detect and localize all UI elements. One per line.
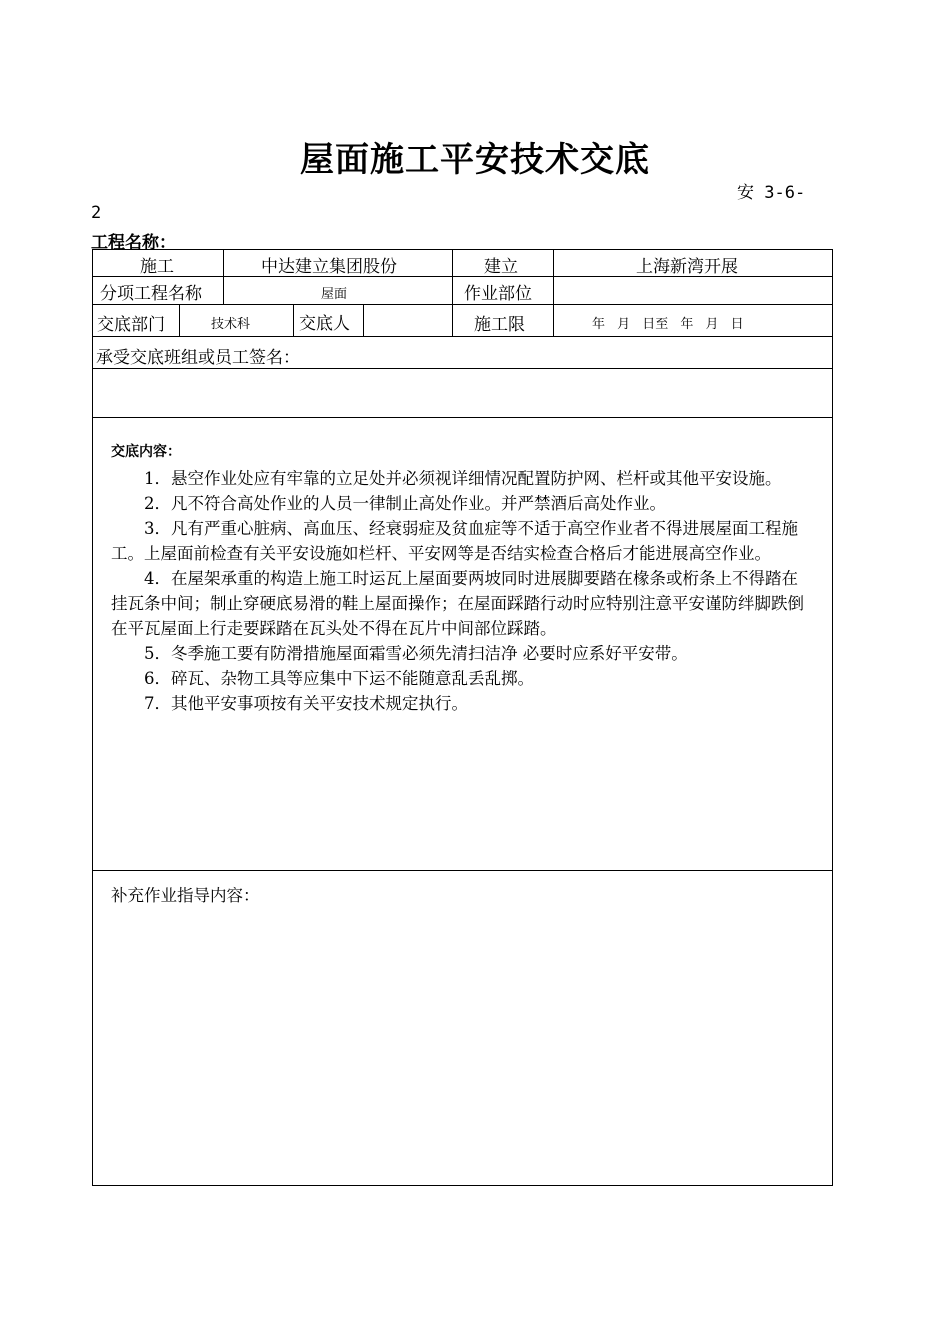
content-item-6: 6．碎瓦、杂物工具等应集中下运不能随意乱丢乱掷。 [144, 669, 534, 688]
supervision-value: 上海新湾开展 [636, 257, 738, 277]
content-item-4: 4．在屋架承重的构造上施工时运瓦上屋面要两坡同时进展脚要踏在椽条或桁条上不得踏在挂瓦条中间；制止穿硬底易滑的鞋上屋面操作；在屋面踩踏行动时应特别注意平安谨防绊脚跌倒在平瓦屋面上行走要踩踏在瓦头处不得在瓦片中间部位踩踏。 [111, 569, 804, 638]
sub-item-label: 分项工程名称 [100, 284, 202, 304]
supplement-label: 补充作业指导内容： [111, 886, 260, 905]
handover-person-label: 交底人 [299, 314, 350, 334]
handover-form-table [92, 249, 833, 1186]
project-name-label: 工程名称： [91, 233, 176, 253]
handover-content [111, 440, 813, 716]
content-item-1: 1．悬空作业处应有牢靠的立足处并必须视详细情况配置防护网、栏杆或其他平安设施。 [144, 469, 782, 488]
work-area-label: 作业部位 [464, 284, 532, 304]
signature-label: 承受交底班组或员工签名： [96, 348, 300, 368]
doc-number: 安 3-6- [737, 183, 806, 203]
page-title: 屋面施工平安技术交底 [300, 140, 650, 180]
content-item-7: 7．其他平安事项按有关平安技术规定执行。 [144, 694, 468, 713]
content-item-3: 3．凡有严重心脏病、高血压、经衰弱症及贫血症等不适于高空作业者不得进展屋面工程施工。上屋面前检查有关平安设施如栏杆、平安网等是否结实检查合格后才能进展高空作业。 [111, 519, 798, 563]
supervision-label: 建立 [484, 257, 518, 277]
doc-number-continued: 2 [91, 203, 102, 223]
construction-label: 施工 [140, 257, 174, 277]
construction-company-value: 中达建立集团股份 [261, 257, 397, 277]
handover-dept-label: 交底部门 [97, 315, 165, 335]
content-item-5: 5．冬季施工要有防滑措施屋面霜雪必须先清扫洁净 必要时应系好平安带。 [144, 644, 688, 663]
construction-period-value: 年 月 日至 年 月 日 [592, 317, 744, 332]
handover-dept-value: 技术科 [211, 317, 251, 332]
sub-item-value: 屋面 [321, 287, 348, 302]
content-heading: 交底内容： [111, 444, 181, 460]
content-item-2: 2．凡不符合高处作业的人员一律制止高处作业。并严禁酒后高处作业。 [144, 494, 666, 513]
construction-period-label: 施工限 [474, 315, 525, 335]
